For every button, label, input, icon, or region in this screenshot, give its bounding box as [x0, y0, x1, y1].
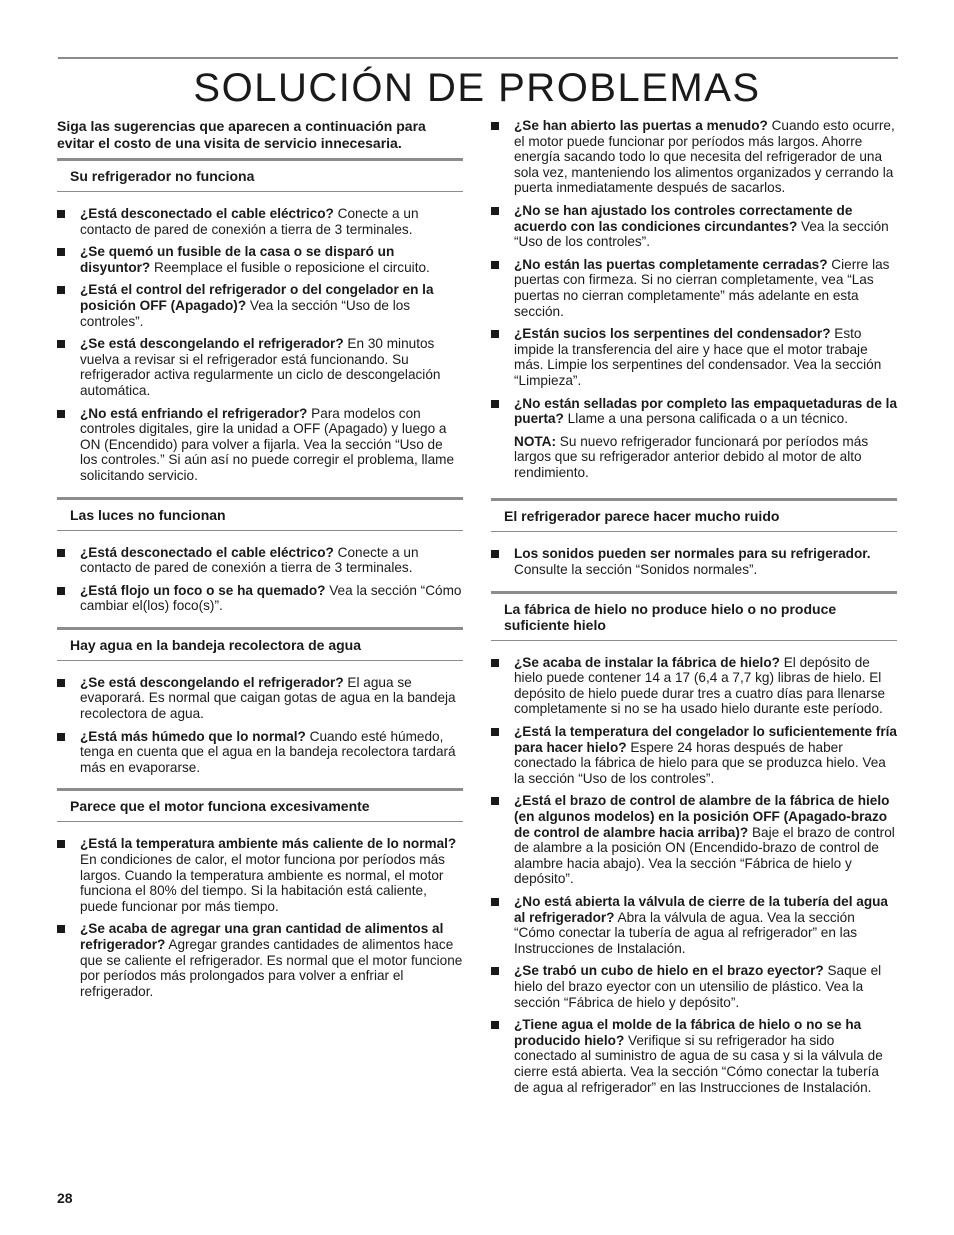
- square-bullet-icon: [57, 840, 65, 848]
- right-column: [491, 118, 897, 1102]
- list-item: ¿Está el control del refrigerador o del congelador en la posición OFF (Apagado)? Vea la sección “Uso de los controles”.: [57, 282, 463, 329]
- square-bullet-icon: [57, 340, 65, 348]
- square-bullet-icon: [57, 679, 65, 687]
- list-item: ¿No están selladas por completo las empaquetaduras de la puerta? Llame a una persona calificada o a un técnico.: [491, 396, 897, 427]
- top-rule: [58, 57, 898, 59]
- list-item: ¿No están las puertas completamente cerradas? Cierre las puertas con firmeza. Si no cierran completamente, vea “Las puertas no cierran completamente” más adelante en esta sección.: [491, 257, 897, 319]
- list-item: ¿Está desconectado el cable eléctrico? Conecte a un contacto de pared de conexión a tierra de 3 terminales.: [57, 545, 463, 576]
- note-label: NOTA:: [514, 433, 557, 449]
- list-item: ¿Está la temperatura ambiente más caliente de lo normal? En condiciones de calor, el motor funciona por períodos más largos. Cuando la temperatura ambiente es normal, el motor funciona el 80% del tiempo. Si la habitación está caliente, puede funcionar por más tiempo.: [57, 836, 463, 914]
- list-item: ¿No se han ajustado los controles correctamente de acuerdo con las condiciones circundantes? Vea la sección “Uso de los controles”.: [491, 203, 897, 250]
- page-title: SOLUCIÓN DE PROBLEMAS: [193, 66, 761, 110]
- note-paragraph: NOTA: Su nuevo refrigerador funcionará por períodos más largos que su refrigerador anterior debido al motor de alto rendimiento.: [514, 433, 869, 480]
- square-bullet-icon: [491, 400, 499, 408]
- list-item: ¿Está desconectado el cable eléctrico? Conecte a un contacto de pared de conexión a tierra de 3 terminales.: [57, 206, 463, 237]
- section-heading: Hay agua en la bandeja recolectora de agua: [57, 627, 463, 661]
- square-bullet-icon: [57, 248, 65, 256]
- section-heading: Su refrigerador no funciona: [57, 158, 463, 192]
- list-item: ¿Está flojo un foco o se ha quemado? Vea la sección “Cómo cambiar el(los) foco(s)”.: [57, 583, 463, 614]
- section-heading: La fábrica de hielo no produce hielo o no produce suficiente hielo: [491, 591, 897, 641]
- list-item: ¿Está la temperatura del congelador lo suficientemente fría para hacer hielo? Espere 24 horas después de haber conectado la fábrica de hielo para que se produzca hielo. Vea la sección “Uso de los controles”.: [491, 724, 897, 786]
- list-item: ¿Tiene agua el molde de la fábrica de hielo o no se ha producido hielo? Verifique si su refrigerador ha sido conectado al suministro de agua de su casa y si la válvula de cierre está abierta. Vea la sección “Cómo conectar la tubería de agua al refrigerador” en las Instrucciones de Instalación.: [491, 1017, 897, 1095]
- square-bullet-icon: [57, 410, 65, 418]
- list-item: ¿Está más húmedo que lo normal? Cuando esté húmedo, tenga en cuenta que el agua en la bandeja recolectora tardará más en evaporarse.: [57, 729, 463, 776]
- square-bullet-icon: [491, 898, 499, 906]
- left-column: [57, 118, 463, 1006]
- list-item: ¿Se acaba de agregar una gran cantidad de alimentos al refrigerador? Agregar grandes cantidades de alimentos hace que se caliente el refrigerador. Es normal que el motor funcione por períodos más prolongados para volver a enfriar el refrigerador.: [57, 921, 463, 999]
- square-bullet-icon: [57, 286, 65, 294]
- square-bullet-icon: [57, 733, 65, 741]
- list-item: ¿Está el brazo de control de alambre de la fábrica de hielo (en algunos modelos) en la posición OFF (Apagado-brazo de control de alambre hacia arriba)? Baje el brazo de control de alambre a la posición ON (Encendido-brazo de control de alambre hacia abajo). Vea la sección “Fábrica de hielo y depósito”.: [491, 793, 897, 887]
- square-bullet-icon: [57, 587, 65, 595]
- square-bullet-icon: [491, 261, 499, 269]
- list-item: ¿Se acaba de instalar la fábrica de hielo? El depósito de hielo puede contener 14 a 17 (6,4 a 7,7 kg) libras de hielo. El depósito de hielo puede durar tres a cuatro días para llenarse completamente si no se ha usado hielo durante este período.: [491, 655, 897, 717]
- section-heading: Las luces no funcionan: [57, 497, 463, 531]
- square-bullet-icon: [57, 210, 65, 218]
- list-item: ¿Se han abierto las puertas a menudo? Cuando esto ocurre, el motor puede funcionar por períodos más largos. Ahorre energía sacando todo lo que necesita del refrigerador de una sola vez, manteniendo los alimentos organizados y cerrando la puerta inmediatamente después de sacarlos.: [491, 118, 897, 196]
- square-bullet-icon: [491, 207, 499, 215]
- square-bullet-icon: [491, 967, 499, 975]
- list-item: ¿No está enfriando el refrigerador? Para modelos con controles digitales, gire la unidad a OFF (Apagado) y luego a ON (Encendido) para volver a fijarla. Vea la sección “Uso de los controles.” Si aún así no puede corregir el problema, llame solicitando servicio.: [57, 406, 463, 484]
- square-bullet-icon: [491, 728, 499, 736]
- square-bullet-icon: [491, 659, 499, 667]
- list-item: ¿No está abierta la válvula de cierre de la tubería del agua al refrigerador? Abra la válvula de agua. Vea la sección “Cómo conectar la tubería de agua al refrigerador” en las Instrucciones de Instalación.: [491, 894, 897, 956]
- section-heading: Parece que el motor funciona excesivamente: [57, 788, 463, 822]
- list-item: ¿Están sucios los serpentines del condensador? Esto impide la transferencia del aire y hace que el motor trabaje más. Limpie los serpentines del condensador. Vea la sección “Limpieza”.: [491, 326, 897, 388]
- square-bullet-icon: [491, 797, 499, 805]
- square-bullet-icon: [57, 925, 65, 933]
- list-item: ¿Se está descongelando el refrigerador? En 30 minutos vuelva a revisar si el refrigerador está funcionando. Su refrigerador activa regularmente un ciclo de descongelación automática.: [57, 336, 463, 398]
- section-heading: El refrigerador parece hacer mucho ruido: [491, 498, 897, 532]
- square-bullet-icon: [491, 1021, 499, 1029]
- list-item: ¿Se está descongelando el refrigerador? El agua se evaporará. Es normal que caigan gotas de agua en la bandeja recolectora de agua.: [57, 675, 463, 722]
- list-item: Los sonidos pueden ser normales para su refrigerador. Consulte la sección “Sonidos normales”.: [491, 546, 897, 577]
- list-item: ¿Se trabó un cubo de hielo en el brazo eyector? Saque el hielo del brazo eyector con un utensilio de plástico. Vea la sección “Fábrica de hielo y depósito”.: [491, 963, 897, 1010]
- intro-text: Siga las sugerencias que aparecen a continuación para evitar el costo de una visita de servicio innecesaria.: [57, 118, 426, 151]
- square-bullet-icon: [491, 550, 499, 558]
- square-bullet-icon: [491, 122, 499, 130]
- page-number: 28: [57, 1190, 73, 1206]
- square-bullet-icon: [491, 330, 499, 338]
- list-item: ¿Se quemó un fusible de la casa o se disparó un disyuntor? Reemplace el fusible o reposicione el circuito.: [57, 244, 463, 275]
- square-bullet-icon: [57, 549, 65, 557]
